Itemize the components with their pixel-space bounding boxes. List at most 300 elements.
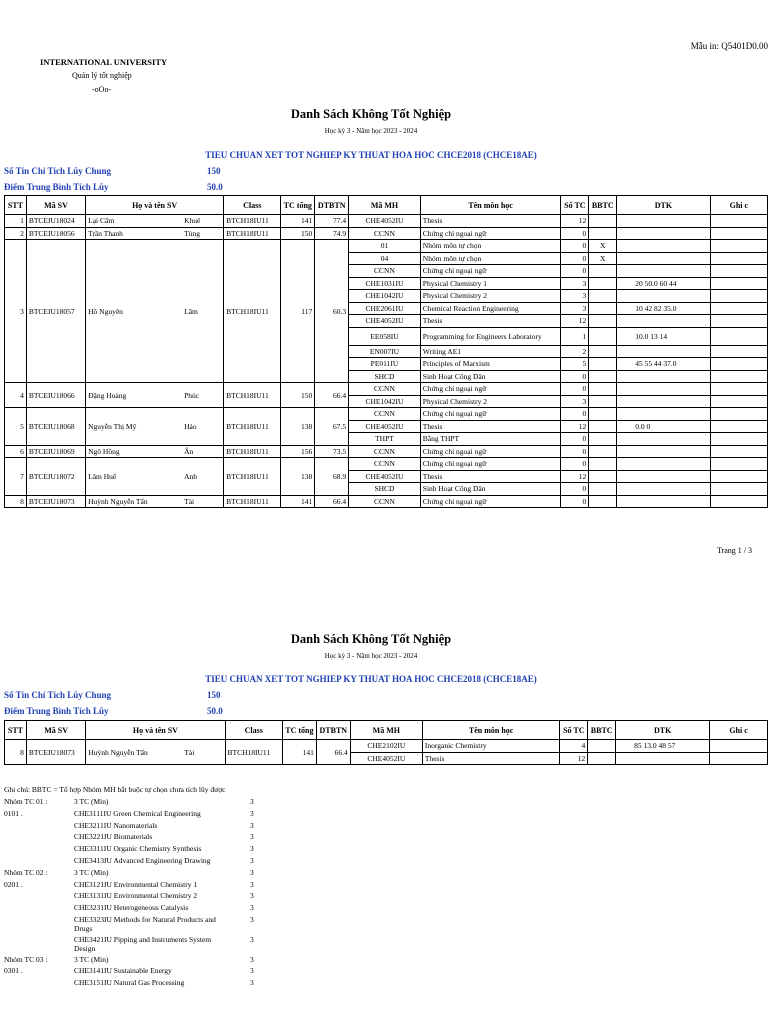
page2-standard-title: TIEU CHUAN XET TOT NGHIEP KY THUAT HOA HOC CHCE2018 (CHCE18AE) — [205, 674, 537, 684]
course-credits: 12 — [561, 470, 589, 483]
course-credits: 3 — [561, 302, 589, 315]
student-stt: 7 — [5, 458, 27, 496]
student-stt: 8 — [5, 740, 27, 765]
note-description: 3 TC (Min) — [74, 867, 109, 877]
student-name — [86, 458, 224, 496]
note-credits: 3 — [250, 954, 254, 964]
course-bbtc — [589, 408, 617, 421]
column-header: Số TC — [561, 196, 589, 215]
course-name: Chứng chỉ ngoại ngữ — [420, 408, 561, 421]
course-bbtc — [589, 345, 617, 358]
column-header: Tên môn học — [420, 196, 561, 215]
course-dtk: 85 13.0 48 57 — [616, 740, 710, 753]
course-code: CCNN — [349, 227, 421, 240]
course-name: Nhóm môn tự chọn — [420, 240, 561, 253]
course-name: Chứng chỉ ngoại ngữ — [420, 265, 561, 278]
student-id: BTCEIU18073 — [26, 740, 85, 765]
credits-label: Số Tín Chỉ Tích Lũy Chung — [4, 166, 111, 176]
column-header: Mã MH — [349, 196, 421, 215]
standard-title: TIEU CHUAN XET TOT NGHIEP KY THUAT HOA HOC CHCE2018 (CHCE18AE) — [205, 150, 537, 160]
table-row — [5, 383, 768, 396]
note-credits: 3 — [250, 808, 254, 818]
column-header: BBTC — [589, 196, 617, 215]
course-code: CCNN — [349, 445, 421, 458]
course-dtk — [617, 370, 710, 383]
course-bbtc — [589, 358, 617, 371]
table-row — [5, 240, 768, 253]
page2-credits-value: 150 — [207, 690, 221, 700]
course-credits: 0 — [561, 483, 589, 496]
note-credits: 3 — [250, 844, 254, 854]
column-header: Mã MH — [350, 721, 422, 740]
course-code: CHE2061IU — [349, 302, 421, 315]
student-last-name: Lâm Huế — [88, 471, 117, 481]
course-bbtc — [589, 483, 617, 496]
course-credits: 12 — [561, 420, 589, 433]
student-stt: 5 — [5, 408, 27, 446]
note-row — [4, 935, 304, 953]
page2-title: Danh Sách Không Tốt Nghiệp — [290, 632, 452, 646]
note-group: Nhóm TC 03 : — [4, 954, 48, 964]
column-header: TC tổng — [282, 721, 316, 740]
note-row — [4, 797, 304, 807]
course-code: THPT — [349, 433, 421, 446]
course-credits: 0 — [561, 370, 589, 383]
note-description: CHE3323IU Methods for Natural Products and Drugs — [74, 914, 216, 933]
course-dtk: 10 42 82 35.0 — [617, 302, 710, 315]
course-name: Physical Chemistry 2 — [420, 395, 561, 408]
note-row — [4, 809, 304, 819]
university-name: INTERNATIONAL UNIVERSITY — [40, 57, 168, 67]
table-row — [5, 740, 768, 753]
column-header: Mã SV — [26, 196, 85, 215]
student-name — [86, 215, 224, 228]
note-group: Nhóm TC 01 : — [4, 797, 48, 806]
course-code: CCNN — [349, 265, 421, 278]
column-header: Số TC — [560, 721, 588, 740]
note-description: CHE3141IU Sustainable Energy — [74, 966, 172, 976]
student-name — [86, 408, 224, 446]
note-description: CHE3111IU Green Chemical Engineering — [74, 808, 201, 818]
course-credits: 2 — [561, 345, 589, 358]
note-description: CHE3221IU Biomaterials — [74, 832, 153, 842]
column-header: Mã SV — [26, 721, 85, 740]
course-name: Nhóm môn tự chọn — [420, 252, 561, 265]
course-code: CHE1042IU — [349, 290, 421, 303]
course-name: Chứng chỉ ngoại ngữ — [420, 458, 561, 471]
note-credits: 3 — [250, 797, 254, 806]
course-note — [710, 315, 767, 328]
student-total-credits: 138 — [281, 458, 315, 496]
page2-gpa-row — [4, 706, 223, 716]
course-note — [710, 215, 767, 228]
page2-gpa-label: Điểm Trung Bình Tích Lũy — [4, 706, 109, 716]
student-gpa: 66.4 — [316, 740, 350, 765]
course-credits: 5 — [561, 358, 589, 371]
note-description: CHE3413IU Advanced Engineering Drawing — [74, 855, 211, 865]
course-dtk — [617, 433, 710, 446]
table-header-row — [5, 721, 768, 740]
course-name: Principles of Marxism — [420, 358, 561, 371]
course-code: CHE1042IU — [349, 395, 421, 408]
student-first-name: Phúc — [184, 390, 200, 400]
column-header: STT — [5, 196, 27, 215]
student-name — [86, 227, 224, 240]
course-credits: 4 — [560, 740, 588, 753]
student-class: BTCH18IU11 — [224, 495, 281, 508]
course-note — [710, 290, 767, 303]
course-note — [710, 227, 767, 240]
course-bbtc — [589, 458, 617, 471]
course-dtk: 10.0 13 14 — [617, 327, 710, 345]
course-dtk — [617, 408, 710, 421]
course-name: Sinh Hoạt Công Dân — [420, 370, 561, 383]
note-credits: 3 — [250, 879, 254, 889]
note-credits: 3 — [250, 966, 254, 976]
course-bbtc — [589, 277, 617, 290]
course-credits: 0 — [561, 408, 589, 421]
note-credits: 3 — [250, 832, 254, 842]
student-gpa: 68.9 — [315, 458, 349, 496]
student-gpa: 66.4 — [315, 495, 349, 508]
course-code: SHCD — [349, 370, 421, 383]
course-code: CCNN — [349, 458, 421, 471]
note-row — [4, 880, 304, 890]
student-first-name: Hảo — [184, 421, 197, 431]
student-class: BTCH18IU11 — [224, 445, 281, 458]
page2-credits-label: Số Tín Chỉ Tích Lũy Chung — [4, 690, 111, 700]
course-bbtc — [589, 383, 617, 396]
course-name: Thesis — [420, 470, 561, 483]
column-header: DTK — [617, 196, 710, 215]
course-note — [710, 740, 768, 753]
student-total-credits: 141 — [281, 215, 315, 228]
course-note — [710, 327, 767, 345]
course-code: CHE4052IU — [349, 215, 421, 228]
table-row — [5, 215, 768, 228]
course-code: SHCD — [349, 483, 421, 496]
notes-section — [4, 785, 304, 990]
course-credits: 0 — [561, 495, 589, 508]
student-id: BTCEIU18069 — [26, 445, 85, 458]
student-last-name: Hồ Nguyên — [88, 306, 123, 316]
note-credits: 3 — [250, 891, 254, 901]
credits-row — [4, 166, 221, 176]
page2-gpa-value: 50.0 — [207, 706, 223, 716]
student-last-name: Nguyễn Thị Mỹ — [88, 421, 137, 431]
note-credits: 3 — [250, 978, 254, 988]
course-bbtc: X — [589, 252, 617, 265]
student-first-name: Khuê — [184, 216, 201, 226]
gpa-row — [4, 182, 223, 192]
student-gpa: 74.9 — [315, 227, 349, 240]
course-code: 04 — [349, 252, 421, 265]
student-stt: 1 — [5, 215, 27, 228]
note-group: 0101 . — [4, 808, 23, 818]
course-credits: 0 — [561, 433, 589, 446]
course-dtk — [617, 383, 710, 396]
student-id: BTCEIU18057 — [26, 240, 85, 383]
course-name: Inorganic Chemistry — [422, 740, 559, 753]
student-stt: 4 — [5, 383, 27, 408]
note-row — [4, 903, 304, 913]
course-name: Thesis — [420, 420, 561, 433]
table-header-row — [5, 196, 768, 215]
course-code: CCNN — [349, 408, 421, 421]
course-dtk — [617, 290, 710, 303]
course-credits: 0 — [561, 458, 589, 471]
column-header: STT — [5, 721, 27, 740]
course-bbtc — [589, 395, 617, 408]
header-decoration: -oOo- — [92, 85, 112, 94]
student-name — [86, 383, 224, 408]
student-stt: 3 — [5, 240, 27, 383]
note-group: Nhóm TC 02 : — [4, 867, 48, 877]
student-first-name: Ân — [184, 446, 194, 456]
column-header: Tên môn học — [422, 721, 559, 740]
note-row — [4, 955, 304, 965]
course-dtk — [617, 445, 710, 458]
note-description: CHE3211IU Nanomaterials — [74, 820, 158, 830]
not-graduated-table — [4, 195, 768, 508]
course-dtk — [617, 252, 710, 265]
course-name: Chứng chỉ ngoại ngữ — [420, 227, 561, 240]
page-subtitle: Học kỳ 3 - Năm học 2023 - 2024 — [324, 127, 418, 135]
student-total-credits: 138 — [281, 408, 315, 446]
course-note — [710, 420, 767, 433]
course-code: CHE1031IU — [349, 277, 421, 290]
column-header: Class — [225, 721, 282, 740]
note-credits: 3 — [250, 867, 254, 877]
note-description: CHE3421IU Pipping and Instruments System Design — [74, 934, 212, 953]
course-dtk — [617, 227, 710, 240]
student-total-credits: 141 — [281, 495, 315, 508]
course-bbtc — [588, 740, 616, 753]
student-class: BTCH18IU11 — [225, 740, 282, 765]
course-code: CCNN — [349, 495, 421, 508]
note-group: 0201 . — [4, 879, 23, 889]
note-credits: 3 — [250, 903, 254, 913]
student-gpa: 77.4 — [315, 215, 349, 228]
course-note — [710, 408, 767, 421]
course-note — [710, 470, 767, 483]
course-bbtc — [589, 370, 617, 383]
course-dtk — [617, 470, 710, 483]
column-header: DTK — [616, 721, 710, 740]
course-name: Physical Chemistry 2 — [420, 290, 561, 303]
student-name — [86, 495, 224, 508]
student-name — [86, 740, 225, 765]
course-code: EE058IU — [349, 327, 421, 345]
column-header: DTBTN — [315, 196, 349, 215]
student-total-credits: 150 — [281, 383, 315, 408]
course-code: EN007IU — [349, 345, 421, 358]
course-dtk — [617, 265, 710, 278]
student-total-credits: 117 — [281, 240, 315, 383]
student-id: BTCEIU18066 — [26, 383, 85, 408]
note-row — [4, 978, 304, 988]
table-row — [5, 408, 768, 421]
note-row — [4, 891, 304, 901]
note-row — [4, 844, 304, 854]
student-first-name: Tài — [184, 747, 195, 757]
student-last-name: Ngô Hồng — [88, 446, 120, 456]
student-class: BTCH18IU11 — [224, 240, 281, 383]
column-header: Ghi c — [710, 721, 768, 740]
course-credits: 3 — [561, 290, 589, 303]
course-note — [710, 370, 767, 383]
note-row — [4, 856, 304, 866]
note-description: 3 TC (Min) — [74, 954, 109, 964]
student-class: BTCH18IU11 — [224, 383, 281, 408]
page2-subtitle: Học kỳ 3 - Năm học 2023 - 2024 — [324, 652, 418, 660]
course-bbtc — [589, 215, 617, 228]
student-class: BTCH18IU11 — [224, 215, 281, 228]
gpa-value: 50.0 — [207, 182, 223, 192]
note-credits: 3 — [250, 855, 254, 865]
course-note — [710, 345, 767, 358]
course-dtk — [617, 345, 710, 358]
student-class: BTCH18IU11 — [224, 458, 281, 496]
student-first-name: Lâm — [184, 306, 198, 316]
student-last-name: Trần Thanh — [88, 228, 123, 238]
table-row — [5, 445, 768, 458]
student-last-name: Lại Cẩm — [88, 216, 115, 226]
column-header: Họ và tên SV — [86, 721, 225, 740]
student-gpa: 60.3 — [315, 240, 349, 383]
gpa-label: Điểm Trung Bình Tích Lũy — [4, 182, 109, 192]
note-description: CHE3131IU Environmental Chemistry 2 — [74, 891, 198, 901]
student-id: BTCEIU18072 — [26, 458, 85, 496]
student-id: BTCEIU18056 — [26, 227, 85, 240]
course-note — [710, 277, 767, 290]
note-row — [4, 915, 304, 933]
course-bbtc — [589, 315, 617, 328]
course-dtk — [616, 752, 710, 765]
course-credits: 3 — [561, 395, 589, 408]
course-bbtc — [589, 227, 617, 240]
course-name: Thesis — [420, 315, 561, 328]
table-row — [5, 458, 768, 471]
course-note — [710, 395, 767, 408]
notes-title: Ghi chú: BBTC = Tổ hợp Nhóm MH bắt buộc tự chọn chưa tích lũy được — [4, 785, 226, 794]
column-header: TC tổng — [281, 196, 315, 215]
course-bbtc — [589, 420, 617, 433]
student-class: BTCH18IU11 — [224, 227, 281, 240]
column-header: Class — [224, 196, 281, 215]
student-last-name: Đặng Hoàng — [88, 390, 127, 400]
course-dtk — [617, 395, 710, 408]
student-total-credits: 141 — [282, 740, 316, 765]
note-row — [4, 966, 304, 976]
course-code: 01 — [349, 240, 421, 253]
note-row — [4, 868, 304, 878]
form-code: Mẫu in: Q5401D0.00 — [690, 41, 768, 51]
course-note — [710, 483, 767, 496]
course-note — [710, 265, 767, 278]
student-stt: 2 — [5, 227, 27, 240]
student-last-name: Huỳnh Nguyễn Tấn — [88, 747, 148, 757]
note-description: CHE3121IU Environmental Chemistry 1 — [74, 879, 198, 889]
course-note — [710, 495, 767, 508]
table-row — [5, 495, 768, 508]
note-credits: 3 — [250, 914, 254, 924]
note-group: 0301 . — [4, 966, 23, 976]
note-description: CHE3311IU Organic Chemistry Synthesis — [74, 844, 202, 854]
course-dtk — [617, 315, 710, 328]
course-code: CHE2102IU — [350, 740, 422, 753]
column-header: Họ và tên SV — [86, 196, 224, 215]
student-stt: 8 — [5, 495, 27, 508]
course-credits: 3 — [561, 277, 589, 290]
student-id: BTCEIU18068 — [26, 408, 85, 446]
page2-credits-row — [4, 690, 221, 700]
student-first-name: Tùng — [184, 228, 200, 238]
column-header: Ghi c — [710, 196, 767, 215]
course-name: Thesis — [422, 752, 559, 765]
course-bbtc — [589, 445, 617, 458]
page-number: Trang 1 / 3 — [716, 546, 752, 555]
course-bbtc — [589, 470, 617, 483]
note-description: CHE3231IU Heterogeneous Catalysis — [74, 903, 189, 913]
table-row — [5, 227, 768, 240]
course-code: CHE4052IU — [350, 752, 422, 765]
course-note — [710, 240, 767, 253]
course-note — [710, 252, 767, 265]
course-dtk: 45 55 44 37.0 — [617, 358, 710, 371]
course-bbtc — [588, 752, 616, 765]
course-name: Chứng chỉ ngoại ngữ — [420, 495, 561, 508]
course-credits: 0 — [561, 383, 589, 396]
course-credits: 0 — [561, 252, 589, 265]
student-total-credits: 156 — [281, 445, 315, 458]
column-header: BBTC — [588, 721, 616, 740]
not-graduated-table-page2 — [4, 720, 768, 765]
course-code: CCNN — [349, 383, 421, 396]
student-class: BTCH18IU11 — [224, 408, 281, 446]
course-credits: 0 — [561, 227, 589, 240]
course-name: Chemical Reaction Engineering — [420, 302, 561, 315]
course-name: Chứng chỉ ngoại ngữ — [420, 445, 561, 458]
note-description: 3 TC (Min) — [74, 797, 109, 806]
course-bbtc — [589, 302, 617, 315]
course-credits: 0 — [561, 240, 589, 253]
course-credits: 12 — [561, 215, 589, 228]
course-credits: 12 — [560, 752, 588, 765]
course-name: Physical Chemistry 1 — [420, 277, 561, 290]
course-code: CHE4052IU — [349, 315, 421, 328]
student-stt: 6 — [5, 445, 27, 458]
course-bbtc — [589, 327, 617, 345]
course-code: PE011IU — [349, 358, 421, 371]
page-title: Danh Sách Không Tốt Nghiệp — [290, 107, 452, 121]
student-last-name: Huỳnh Nguyễn Tấn — [88, 496, 148, 506]
student-name — [86, 445, 224, 458]
course-note — [710, 458, 767, 471]
course-code: CHE4052IU — [349, 470, 421, 483]
column-header: DTBTN — [316, 721, 350, 740]
course-name: Sinh Hoạt Công Dân — [420, 483, 561, 496]
course-credits: 1 — [561, 327, 589, 345]
student-gpa: 67.5 — [315, 408, 349, 446]
note-row — [4, 832, 304, 842]
note-credits: 3 — [250, 934, 254, 944]
course-credits: 0 — [561, 445, 589, 458]
course-bbtc: X — [589, 240, 617, 253]
course-name: Bằng THPT — [420, 433, 561, 446]
course-credits: 12 — [561, 315, 589, 328]
course-credits: 0 — [561, 265, 589, 278]
